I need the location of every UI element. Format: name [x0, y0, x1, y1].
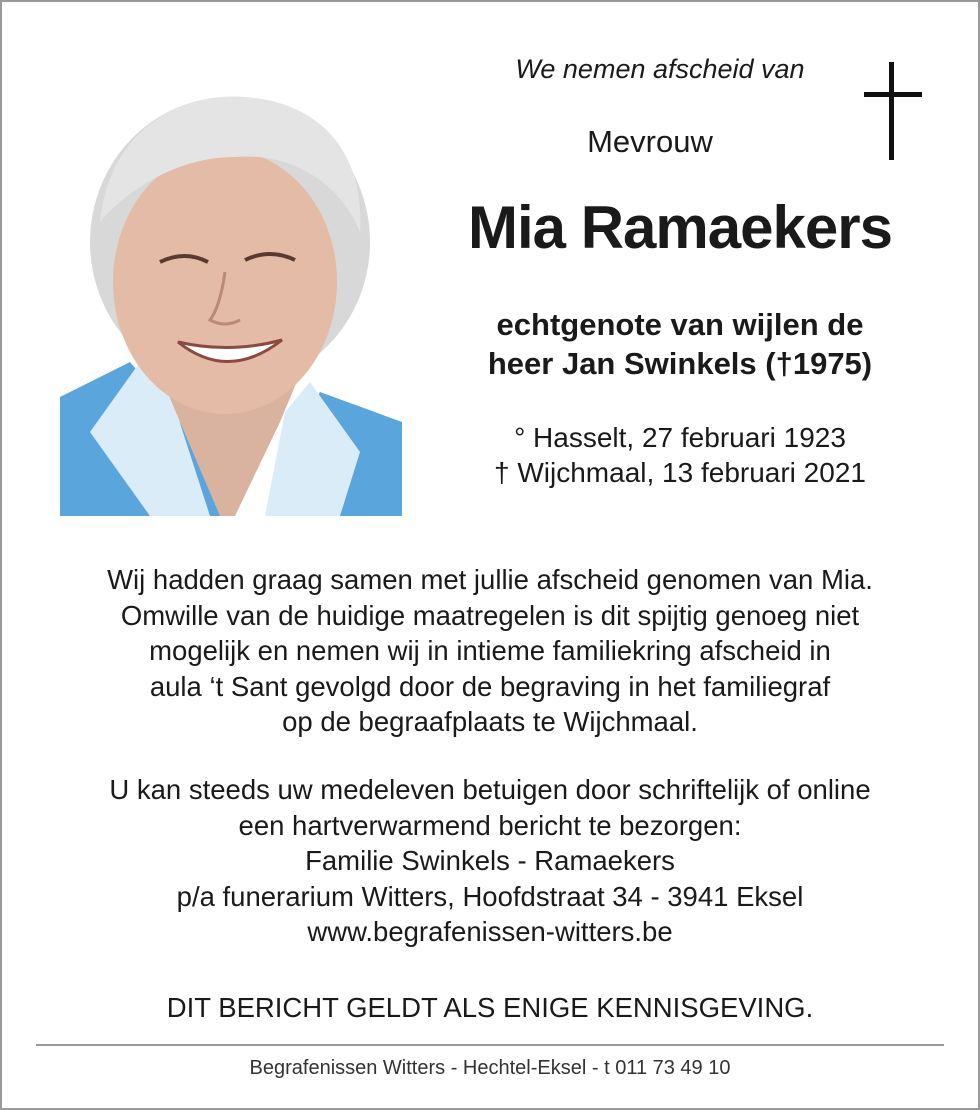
- condolence-line: U kan steeds uw medeleven betuigen door schriftelijk of online: [109, 774, 871, 805]
- salutation: Mevrouw: [587, 124, 713, 159]
- divider: [36, 1044, 944, 1046]
- message-line: Wij hadden graag samen met jullie afscheid genomen van Mia.: [107, 564, 873, 595]
- condolence-info: [30, 772, 950, 950]
- spouse-info: [420, 305, 940, 383]
- intro-text: We nemen afscheid van: [515, 54, 805, 84]
- website-link[interactable]: www.begrafenissen-witters.be: [307, 916, 673, 947]
- message-line: mogelijk en nemen wij in intieme familiekring afscheid in: [149, 635, 831, 666]
- condolence-line: een hartverwarmend bericht te bezorgen:: [238, 809, 742, 841]
- cross-icon: [864, 62, 922, 160]
- birth-date: ° Hasselt, 27 februari 1923: [514, 422, 846, 453]
- death-date: † Wijchmaal, 13 februari 2021: [494, 457, 866, 488]
- family-name: Familie Swinkels - Ramaekers: [305, 845, 675, 876]
- footer-contact: Begrafenissen Witters - Hechtel-Eksel - t 011 73 49 10: [249, 1057, 731, 1079]
- spouse-line: echtgenote van wijlen de: [496, 307, 864, 342]
- deceased-name: Mia Ramaekers: [468, 194, 892, 261]
- spouse-line: heer Jan Swinkels (†1975): [487, 346, 873, 381]
- message-line: Omwille van de huidige maatregelen is dit spijtig genoeg niet: [120, 599, 860, 631]
- life-dates: [420, 420, 940, 490]
- portrait-photo: [60, 92, 402, 516]
- farewell-message: [30, 562, 950, 740]
- message-line: aula ‘t Sant gevolgd door de begraving in het familiegraf: [149, 670, 831, 702]
- official-notice: DIT BERICHT GELDT ALS ENIGE KENNISGEVING.: [166, 992, 814, 1023]
- message-line: op de begraafplaats te Wijchmaal.: [282, 706, 698, 737]
- funeral-home-address: p/a funerarium Witters, Hoofdstraat 34 - 3941 Eksel: [176, 880, 804, 912]
